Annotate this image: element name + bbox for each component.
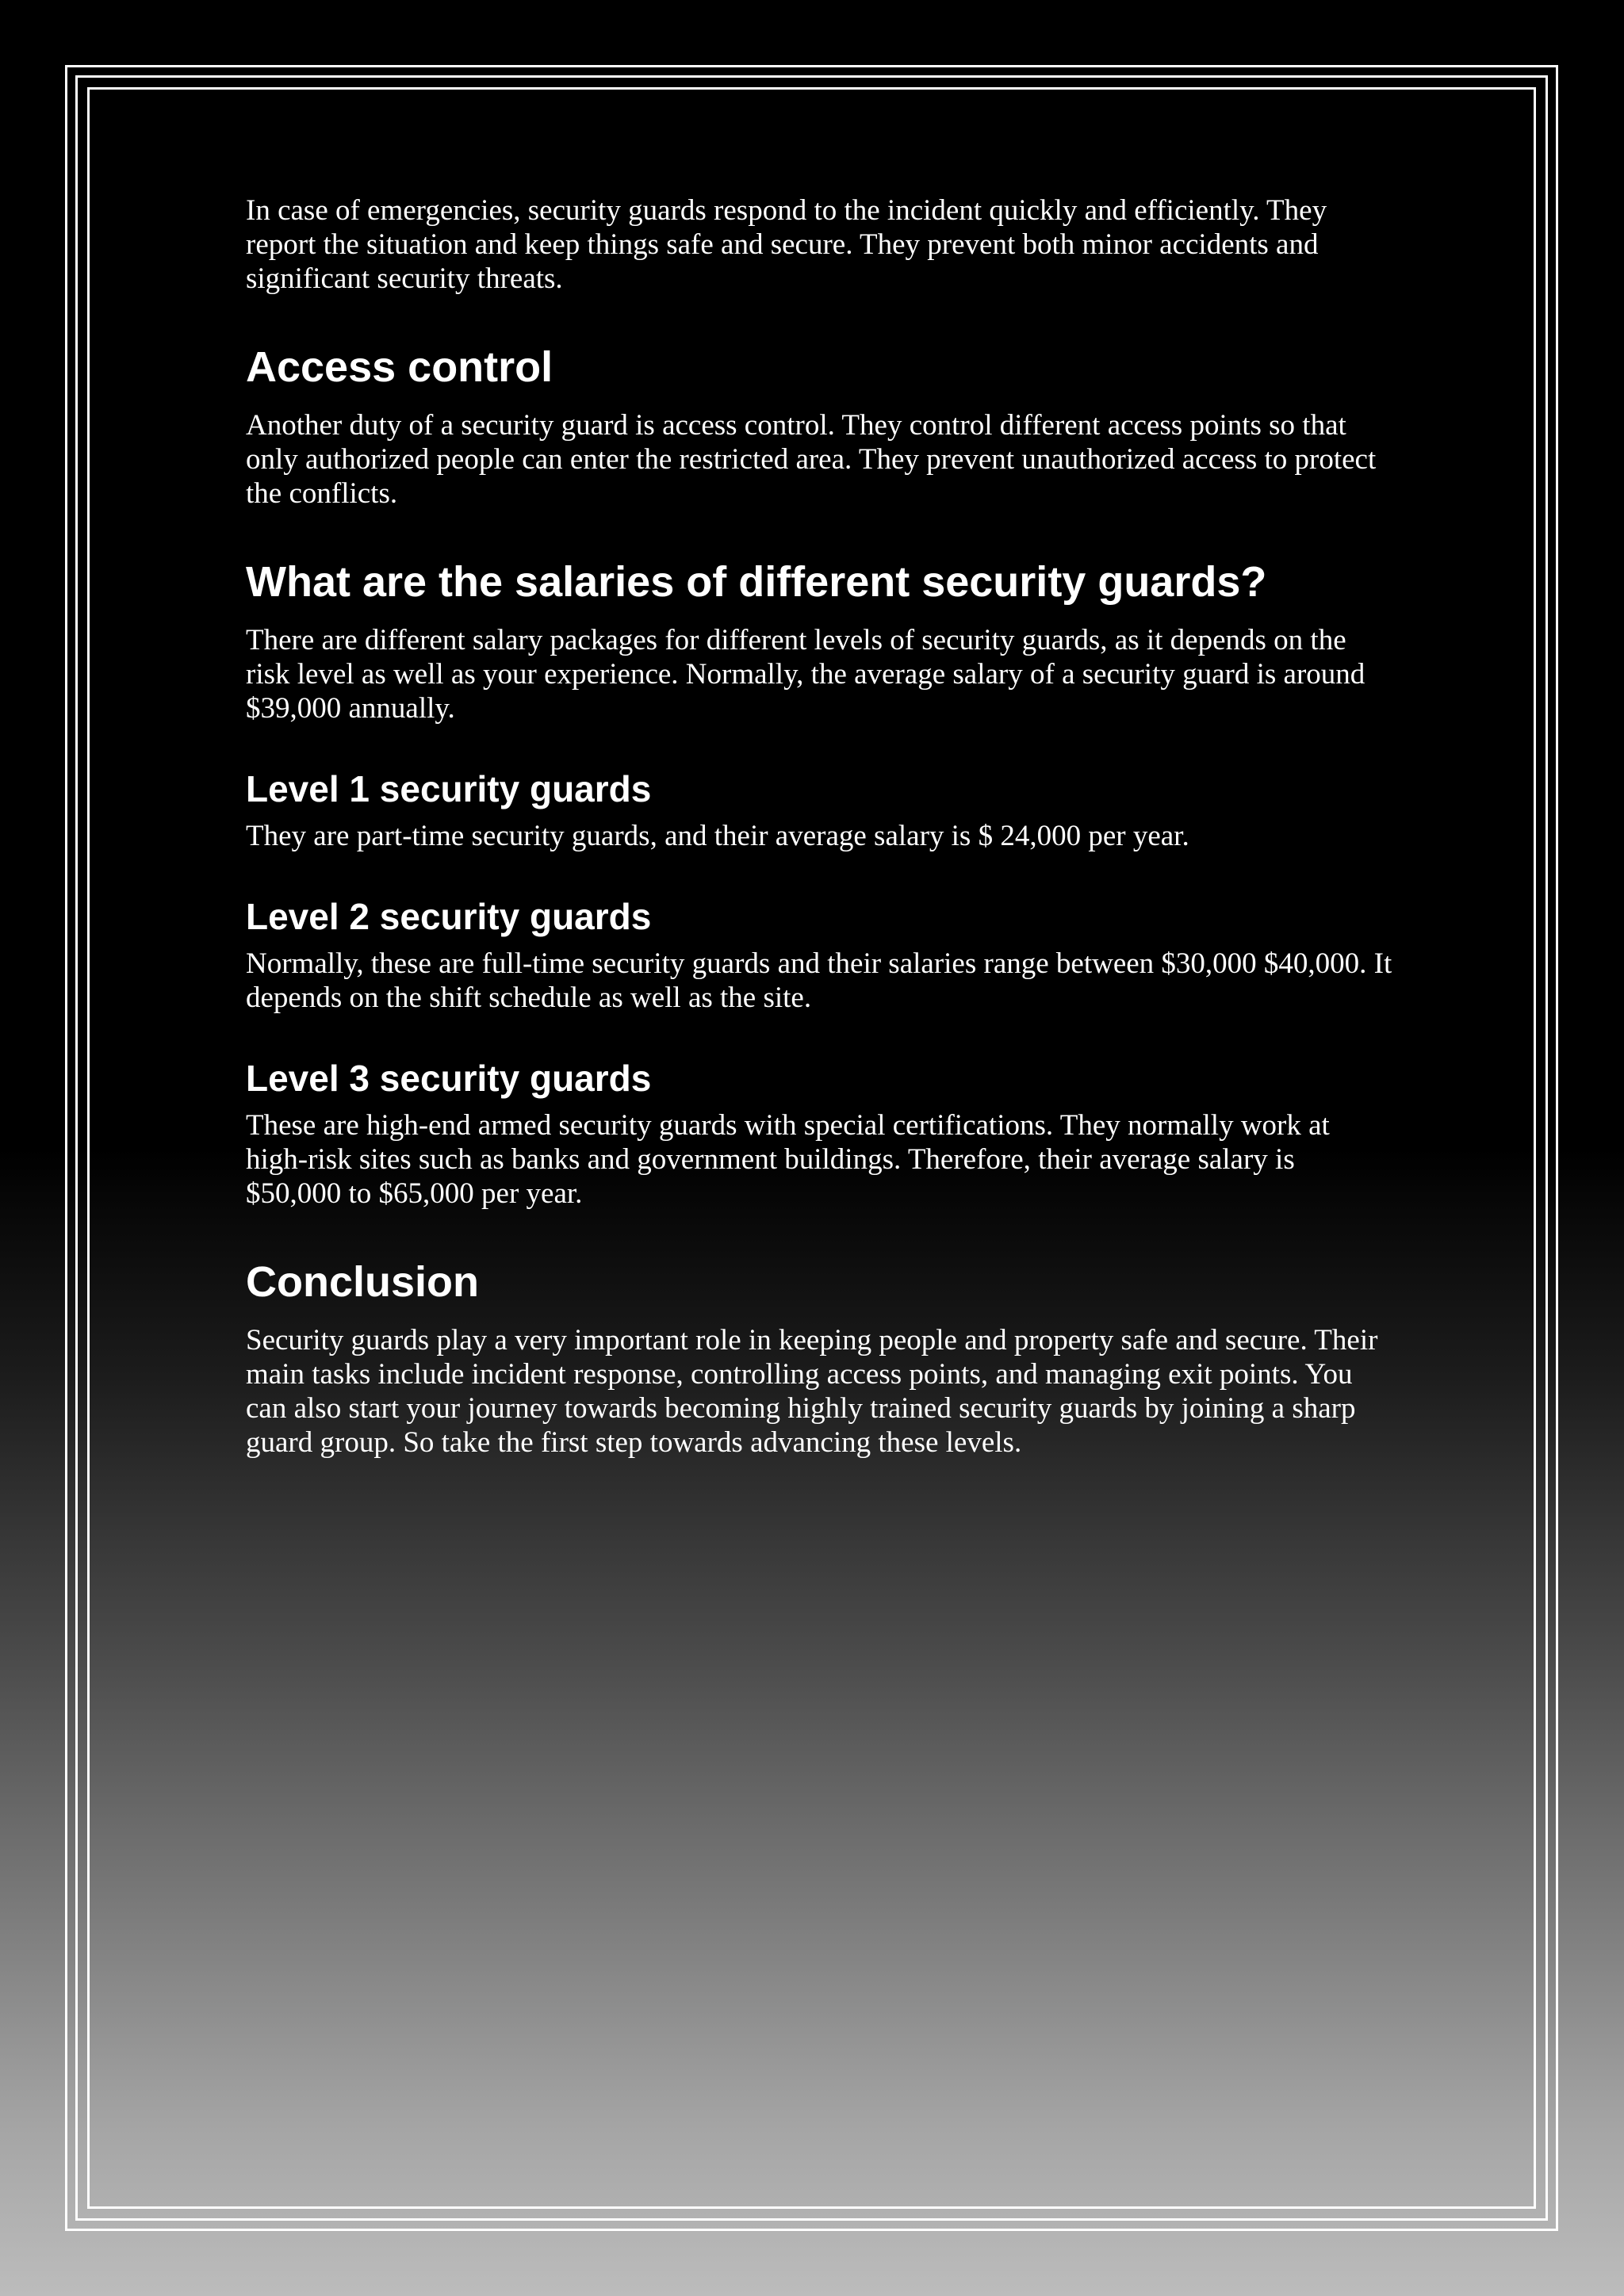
level-1-paragraph: They are part-time security guards, and their average salary is $ 24,000 per year.	[246, 820, 1189, 852]
level-3-heading: Level 3 security guards	[246, 1058, 652, 1099]
salaries-paragraph: There are different salary packages for different levels of security guards, as it depends on the risk level as well as your experience. Normally, the average salary of a security guard is around $39,000 annually.	[246, 624, 1365, 725]
access-control-paragraph: Another duty of a security guard is access control. They control different access points so that only authorized people can enter the restricted area. They prevent unauthorized access to protect the conflicts.	[246, 409, 1377, 510]
level-2-paragraph: Normally, these are full-time security guards and their salaries range between $30,000 $40,000. It depends on the shift schedule as well as the site.	[246, 947, 1392, 1014]
access-control-heading: Access control	[246, 343, 553, 391]
salaries-heading: What are the salaries of different security guards?	[246, 558, 1267, 606]
document-content	[246, 193, 1396, 1460]
level-1-heading: Level 1 security guards	[246, 768, 652, 809]
conclusion-heading: Conclusion	[246, 1258, 479, 1306]
intro-paragraph: In case of emergencies, security guards respond to the incident quickly and efficiently. They report the situation and keep things safe and secure. They prevent both minor accidents and significant security threats.	[246, 194, 1327, 295]
conclusion-paragraph: Security guards play a very important role in keeping people and property safe and secure. Their main tasks include incident response, controlling access points, and managing exit points. You can also start your journey towards becoming highly trained security guards by joining a sharp guard group. So take the first step towards advancing these levels.	[246, 1324, 1378, 1459]
level-3-paragraph: These are high-end armed security guards with special certifications. They normally work at high-risk sites such as banks and government buildings. Therefore, their average salary is $50,000 to $65,000 per year.	[246, 1109, 1330, 1210]
level-2-heading: Level 2 security guards	[246, 896, 652, 937]
